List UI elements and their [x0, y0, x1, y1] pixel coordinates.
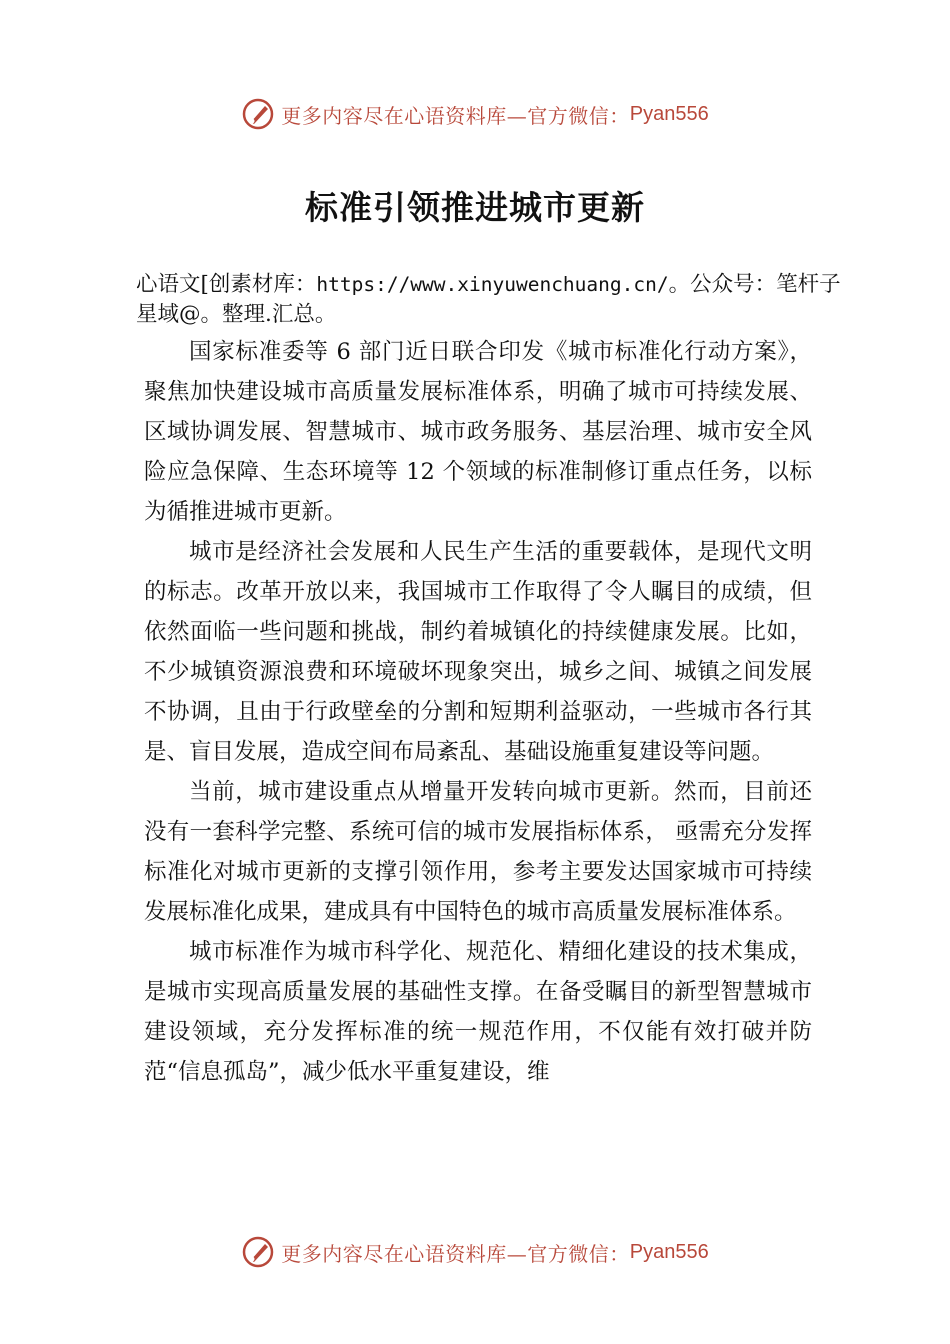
- source-link[interactable]: https://www.xinyuwenchuang.cn/: [316, 273, 669, 296]
- pen-logo-icon: [241, 97, 275, 131]
- pen-logo-icon: [241, 1235, 275, 1269]
- source-suffix: 。公众号：笔杆子星域@。整理.汇总。: [136, 272, 841, 327]
- paragraph: 城市是经济社会发展和人民生产生活的重要载体，是现代文明的标志。改革开放以来，我国城市工作取得了令人瞩目的成绩，但依然面临一些问题和挑战，制约着城镇化的持续健康发展。比如，不少城镇资源浪费和环境破坏现象突出，城乡之间、城镇之间发展不协调，且由于行政壁垒的分割和短期利益驱动，一些城市各行其是、盲目发展，造成空间布局紊乱、基础设施重复建设等问题。: [144, 539, 812, 765]
- paragraph: 当前，城市建设重点从增量开发转向城市更新。然而，目前还没有一套科学完整、系统可信的城市发展指标体系， 亟需充分发挥标准化对城市更新的支撑引领作用，参考主要发达国家城市可持续发展标准化成果，建成具有中国特色的城市高质量发展标准体系。: [144, 779, 812, 925]
- document-title: 标准引领推进城市更新: [305, 188, 645, 227]
- paragraph: 国家标准委等 6 部门近日联合印发《城市标准化行动方案》，聚焦加快建设城市高质量发展标准体系，明确了城市可持续发展、区域协调发展、智慧城市、城市政务服务、基层治理、城市安全风险应急保障、生态环境等 12 个领域的标准制修订重点任务，以标为循推进城市更新。: [144, 339, 812, 525]
- watermark-text: 更多内容尽在心语资料库—官方微信：: [281, 1241, 630, 1266]
- source-note: [136, 270, 856, 330]
- watermark-wechat-id: Pyan556: [629, 102, 709, 125]
- watermark-wechat-id: Pyan556: [629, 1240, 709, 1263]
- watermark-text: 更多内容尽在心语资料库—官方微信：: [281, 103, 630, 128]
- paragraph: 城市标准作为城市科学化、规范化、精细化建设的技术集成，是城市实现高质量发展的基础性支撑。在备受瞩目的新型智慧城市建设领域，充分发挥标准的统一规范作用，不仅能有效打破并防范“信息孤岛”，减少低水平重复建设，维: [144, 939, 812, 1085]
- article-body: [144, 332, 812, 1092]
- footer-watermark: [0, 1232, 950, 1272]
- header-watermark: [0, 94, 950, 134]
- source-prefix: 心语文[创素材库：: [136, 272, 317, 297]
